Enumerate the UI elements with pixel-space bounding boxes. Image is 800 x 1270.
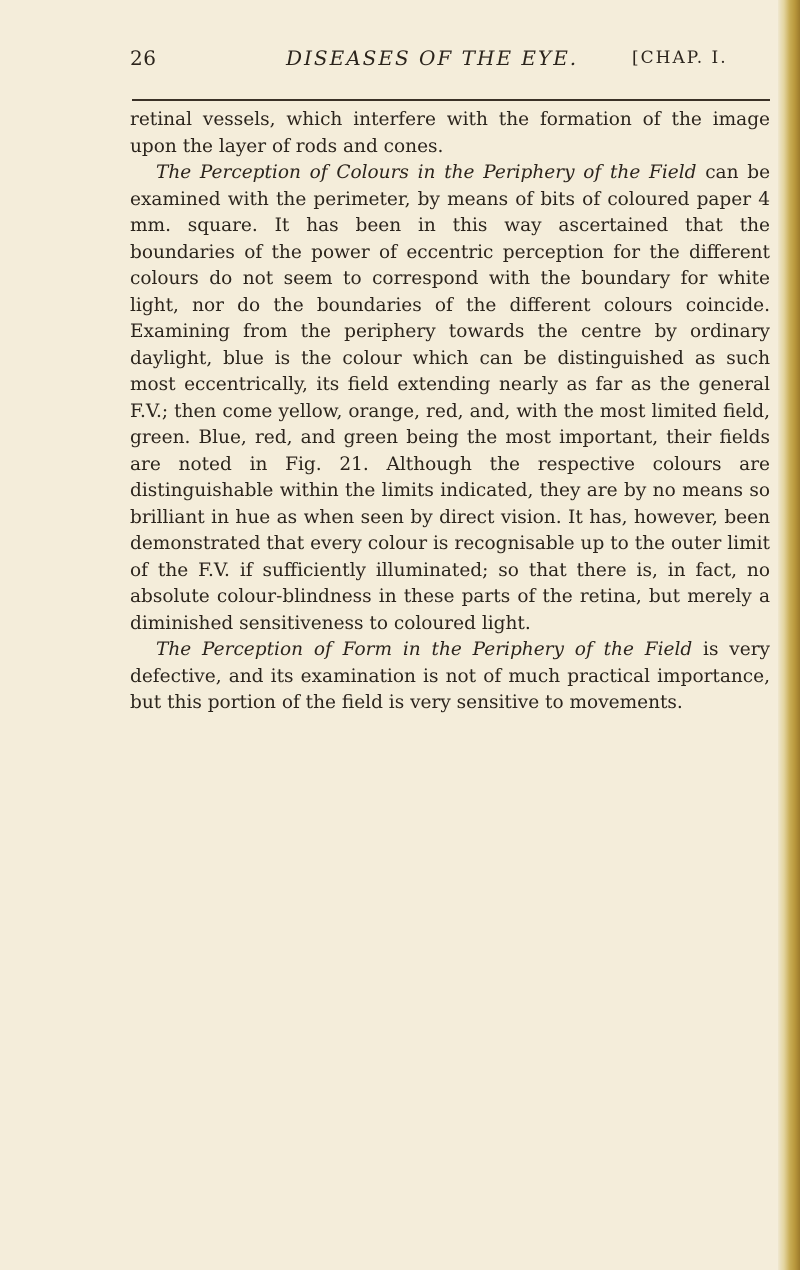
header-rule <box>132 99 770 101</box>
page-number: 26 <box>130 46 157 70</box>
paragraph-3-text: is very defective, and its examination is not of much practical importance, but this portion of the field is very sensitive to movements. <box>130 639 770 713</box>
paragraph-3 <box>130 637 770 717</box>
page-edge-shading <box>778 0 800 1270</box>
paragraph-3-lead: The Perception of Form in the Periphery of the Field <box>156 639 693 660</box>
paragraph-2-text: can be examined with the perimeter, by means of bits of coloured paper 4 mm. square. It has been in this way ascertained that the boundaries of the power of eccentric perception for the different colours do not seem to correspond with the boundary for white light, nor do the boundaries of the different colours coincide. Examining from the periphery towards the centre by ordinary daylight, blue is the colour which can be distinguished as such most eccentrically, its field extending nearly as far as the general F.V.; then come yellow, orange, red, and, with the most limited field, green. Blue, red, and green being the most important, their fields are noted in Fig. 21. Although the respective colours are distinguishable within the limits indicated, they are by no means so brilliant in hue as when seen by direct vision. It has, however, been demonstrated that every colour is recognisable up to the outer limit of the F.V. if sufficiently illuminated; so that there is, in fact, no absolute colour-blindness in these parts of the retina, but merely a diminished sensitiveness to coloured light. <box>130 162 771 634</box>
paragraph-1-text: retinal vessels, which interfere with the formation of the image upon the layer of rods and cones. <box>130 109 770 157</box>
running-title: DISEASES OF THE EYE. <box>286 46 579 70</box>
paragraph-2-lead: The Perception of Colours in the Periphery of the Field <box>156 162 697 183</box>
body-text <box>130 107 770 717</box>
chapter-reference: [CHAP. I. <box>632 48 728 68</box>
paragraph-2 <box>130 160 770 637</box>
paragraph-1 <box>130 107 770 160</box>
running-header <box>130 46 770 78</box>
